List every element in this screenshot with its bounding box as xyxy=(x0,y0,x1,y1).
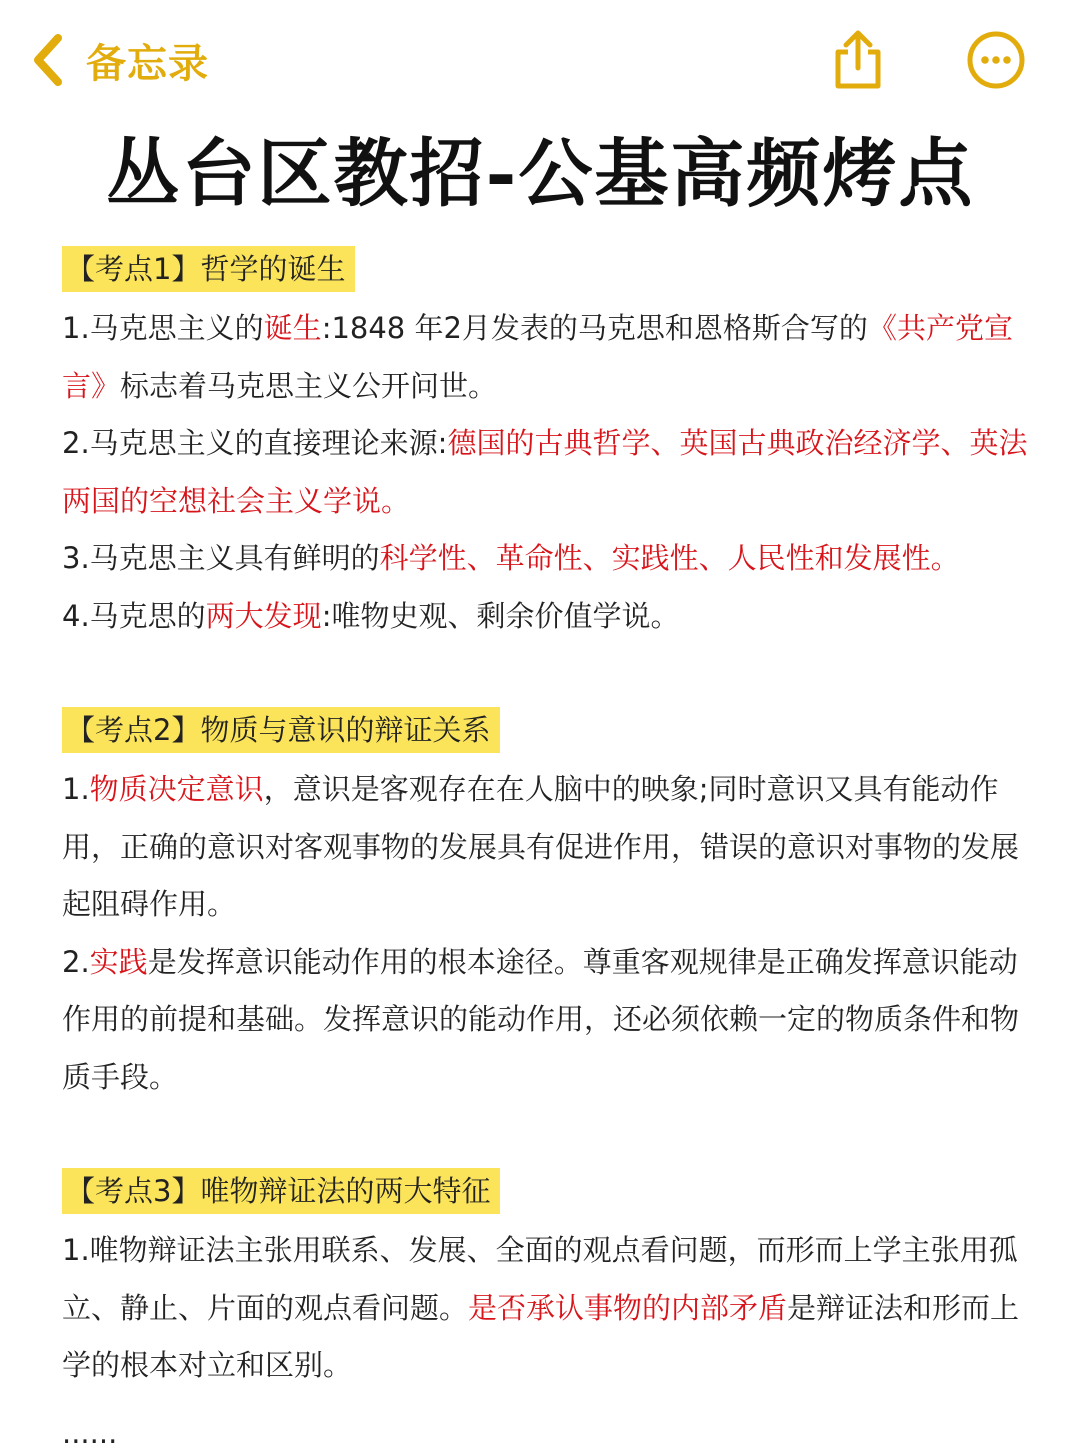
more-button[interactable] xyxy=(966,30,1026,90)
share-button[interactable] xyxy=(830,28,886,92)
section-heading: 【考点1】哲学的诞生 xyxy=(62,246,355,292)
share-icon xyxy=(830,77,886,96)
list-item: 2.实践是发挥意识能动作用的根本途径。尊重客观规律是正确发挥意识能动作用的前提和基础。发挥意识的能动作用，还必须依赖一定的物质条件和物质手段。 xyxy=(62,944,1020,1094)
list-item: 2.马克思主义的直接理论来源:德国的古典哲学、英国古典政治经济学、英法两国的空想社会主义学说。 xyxy=(62,426,1028,518)
more-icon xyxy=(966,75,1026,94)
section-1 xyxy=(62,246,1032,645)
section-heading: 【考点3】唯物辩证法的两大特征 xyxy=(62,1168,500,1214)
note-title: 丛台区教招-公基高频烤点 xyxy=(105,131,975,217)
navigation-bar xyxy=(0,0,1080,118)
back-label: 备忘录 xyxy=(86,40,209,87)
section-2 xyxy=(62,707,1032,1106)
list-item: 1.马克思主义的诞生:1848 年2月发表的马克思和恩格斯合写的《共产党宣言》标志着马克思主义公开问世。 xyxy=(62,311,1013,403)
chevron-left-icon xyxy=(30,32,64,88)
list-item: 1.唯物辩证法主张用联系、发展、全面的观点看问题，而形而上学主张用孤立、静止、片面的观点看问题。是否承认事物的内部矛盾是辩证法和形而上学的根本对立和区别。 xyxy=(62,1233,1020,1382)
back-button[interactable] xyxy=(30,30,209,90)
note-body xyxy=(0,246,1080,1453)
list-item: 4.马克思的两大发现:唯物史观、剩余价值学说。 xyxy=(62,598,680,633)
list-item: 3.马克思主义具有鲜明的科学性、革命性、实践性、人民性和发展性。 xyxy=(62,541,960,575)
section-heading: 【考点2】物质与意识的辩证关系 xyxy=(62,707,500,753)
continuation-ellipsis: ...... xyxy=(62,1415,118,1450)
section-3 xyxy=(62,1168,1032,1395)
list-item: 1.物质决定意识，意识是客观存在在人脑中的映象;同时意识又具有能动作用，正确的意识对客观事物的发展具有促进作用，错误的意识对事物的发展起阻碍作用。 xyxy=(62,772,1020,921)
